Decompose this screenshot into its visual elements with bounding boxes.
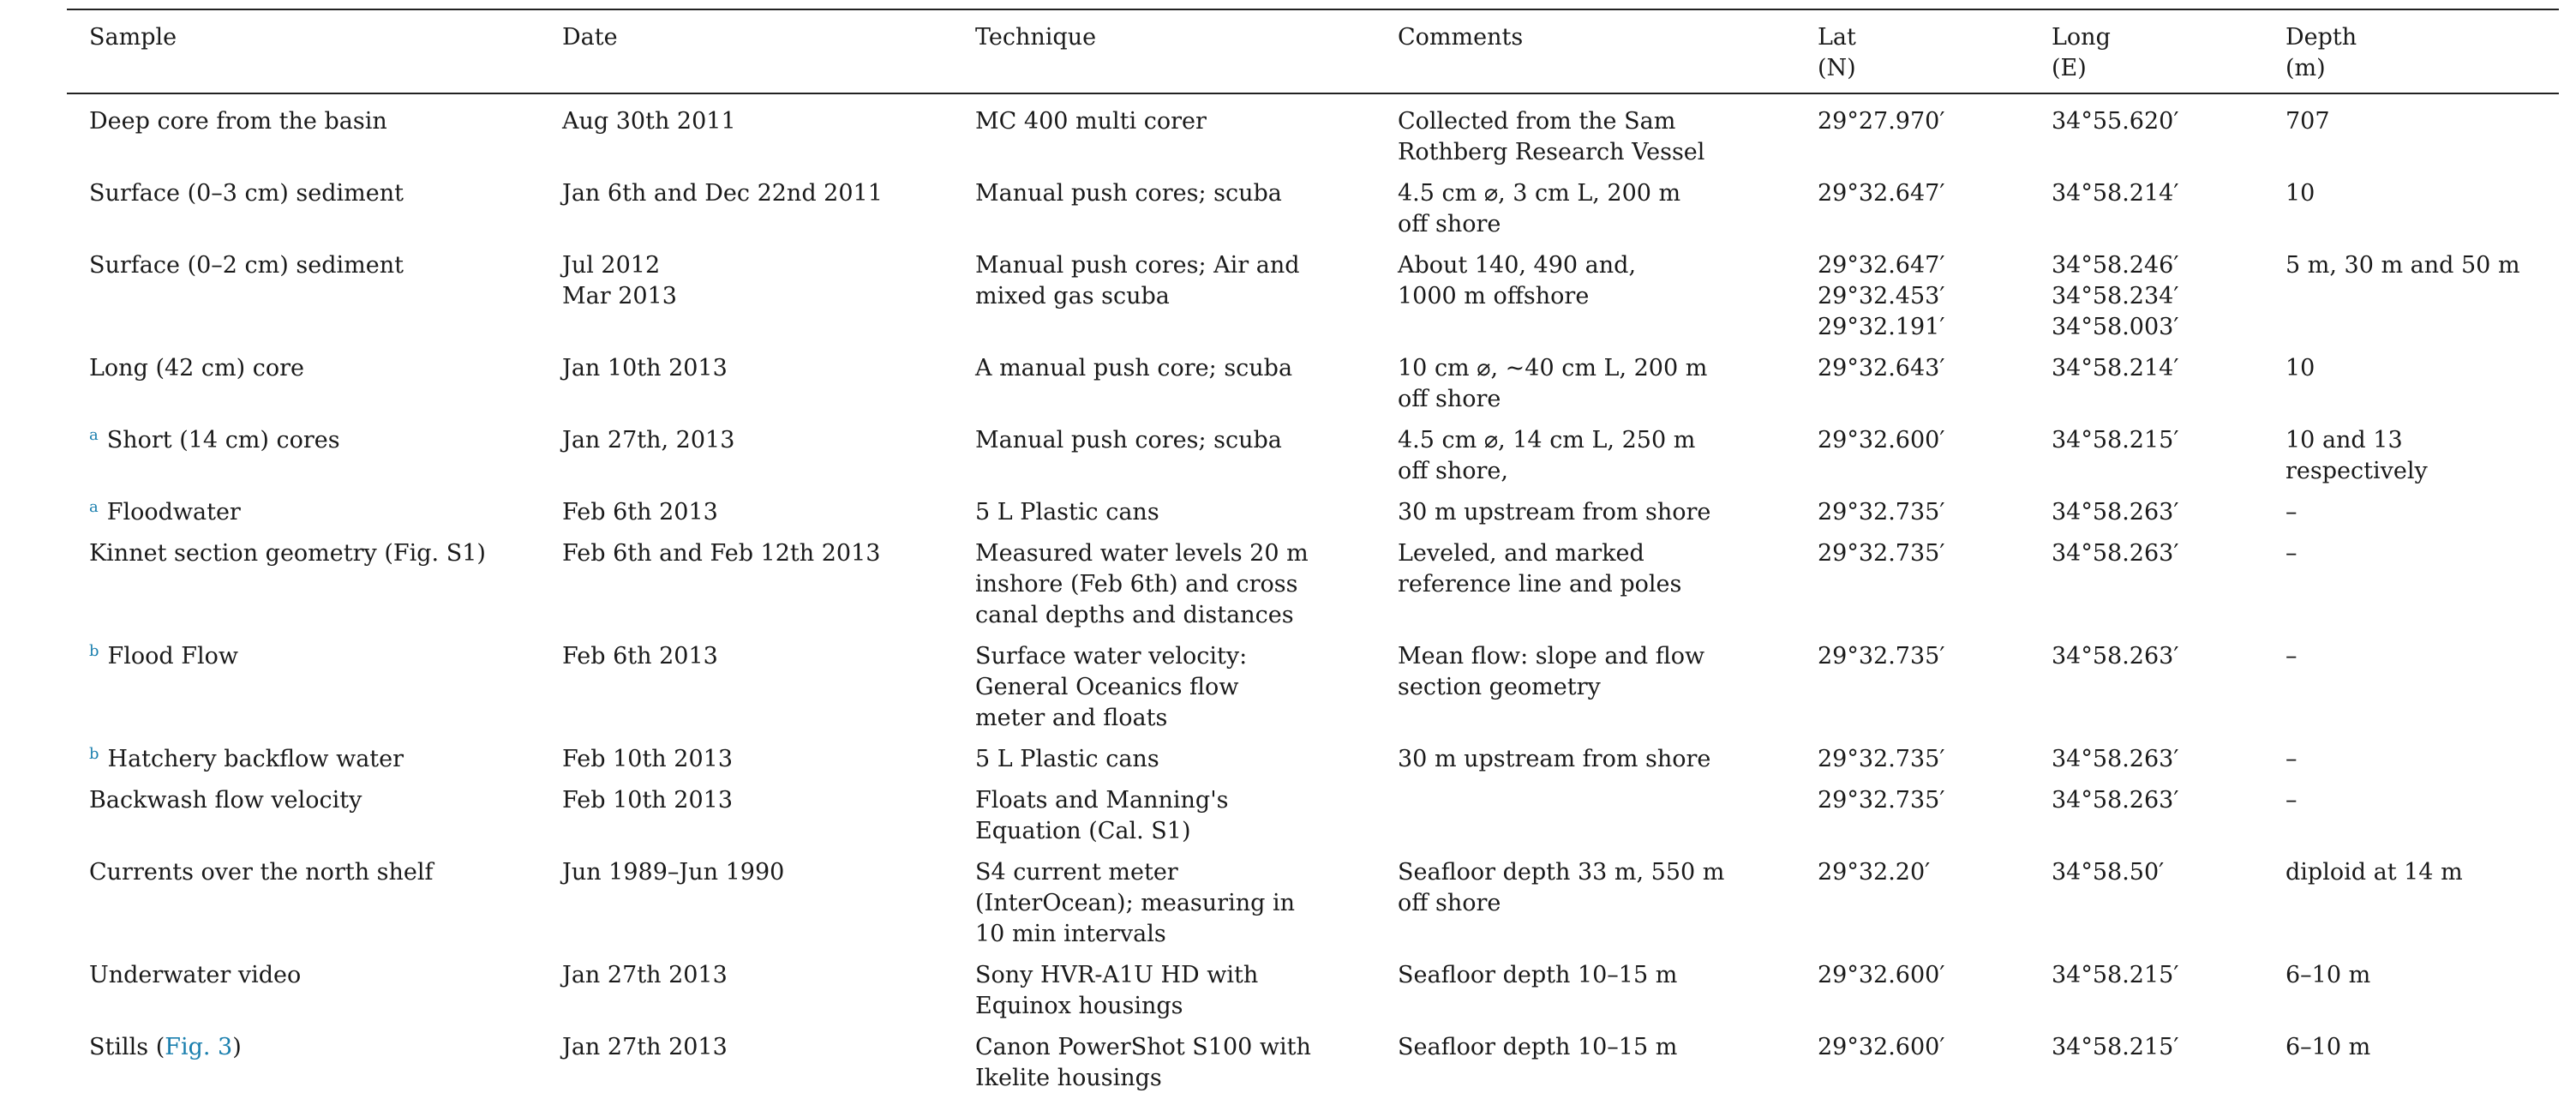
- cell-long: 34°58.263′: [2052, 787, 2179, 814]
- cell-date: Jan 27th 2013: [562, 962, 728, 988]
- cell-sample: [67, 93, 540, 173]
- cell-depth: –: [2285, 787, 2297, 814]
- sample-name: Floodwater: [106, 499, 241, 525]
- cell-lat: 29°32.643′: [1818, 355, 1945, 381]
- cell-depth: 5 m, 30 m and 50 m: [2285, 252, 2520, 279]
- cell-depth: 10: [2285, 355, 2315, 381]
- cell-date: Feb 10th 2013: [562, 746, 733, 772]
- cell-comments: 4.5 cm ⌀, 14 cm L, 250 m off shore,: [1398, 427, 1696, 484]
- cell-long: 34°58.263′: [2052, 643, 2179, 670]
- cell-date: Feb 6th and Feb 12th 2013: [562, 540, 881, 567]
- cell-long: 34°58.50′: [2052, 859, 2165, 886]
- cell-long: 34°58.246′ 34°58.234′ 34°58.003′: [2052, 252, 2179, 340]
- cell-depth: –: [2285, 746, 2297, 772]
- cell-comments: Mean flow: slope and flow section geometry: [1398, 643, 1705, 700]
- cell-technique: MC 400 multi corer: [975, 108, 1207, 135]
- column-header-depth: [2263, 9, 2559, 93]
- cell-depth: –: [2285, 499, 2297, 525]
- cell-sample: [67, 420, 540, 492]
- cell-comments: [1375, 780, 1795, 852]
- cell-long: 34°58.214′: [2052, 355, 2179, 381]
- cell-date: Feb 6th 2013: [562, 643, 718, 670]
- column-header-date: [540, 9, 953, 93]
- table-header: [67, 9, 2559, 93]
- column-header-lat: [1795, 9, 2029, 93]
- cell-depth: 10 and 13 respectively: [2285, 427, 2428, 484]
- cell-depth: –: [2285, 643, 2297, 670]
- cell-lat: 29°32.600′: [1818, 427, 1945, 453]
- cell-date: Jan 6th and Dec 22nd 2011: [562, 180, 883, 207]
- header-row: [67, 9, 2559, 93]
- cell-comments: 30 m upstream from shore: [1398, 499, 1711, 525]
- table-row: [67, 492, 2559, 533]
- cell-lat: 29°27.970′: [1818, 108, 1945, 135]
- cell-technique: Floats and Manning's Equation (Cal. S1): [975, 787, 1229, 844]
- column-header-technique: [953, 9, 1375, 93]
- cell-long: 34°58.215′: [2052, 962, 2179, 988]
- table-row: [67, 955, 2559, 1027]
- table-row: [67, 852, 2559, 955]
- cell-comments: Seafloor depth 10–15 m: [1398, 962, 1678, 988]
- column-header-label: Lat: [1818, 24, 1856, 51]
- cell-long: 34°58.215′: [2052, 1034, 2179, 1060]
- cell-comments: Collected from the Sam Rothberg Research Vessel: [1398, 108, 1705, 165]
- table-row: [67, 420, 2559, 492]
- sample-name-suffix: ): [232, 1034, 242, 1060]
- sample-name: Surface (0–2 cm) sediment: [89, 252, 404, 279]
- cell-depth: diploid at 14 m: [2285, 859, 2463, 886]
- sample-name: Short (14 cm) cores: [106, 427, 340, 453]
- cell-lat: 29°32.735′: [1818, 787, 1945, 814]
- cell-date: Aug 30th 2011: [562, 108, 736, 135]
- cell-depth: 6–10 m: [2285, 962, 2371, 988]
- footnote-marker[interactable]: a: [89, 498, 99, 516]
- cell-lat: 29°32.735′: [1818, 499, 1945, 525]
- cell-lat: 29°32.600′: [1818, 1034, 1945, 1060]
- table-row: [67, 533, 2559, 636]
- cell-sample: [67, 852, 540, 955]
- footnote-marker[interactable]: a: [89, 426, 99, 444]
- sample-name: Surface (0–3 cm) sediment: [89, 180, 404, 207]
- cell-technique: Surface water velocity: General Oceanics flow meter and floats: [975, 643, 1248, 731]
- cell-long: 34°58.214′: [2052, 180, 2179, 207]
- cell-long: 34°58.263′: [2052, 499, 2179, 525]
- cell-date: Jan 27th 2013: [562, 1034, 728, 1060]
- cell-technique: S4 current meter (InterOcean); measuring in 10 min intervals: [975, 859, 1296, 947]
- column-header-label: Long: [2052, 24, 2111, 51]
- cell-sample: [67, 780, 540, 852]
- cell-depth: 707: [2285, 108, 2330, 135]
- sample-name: Kinnet section geometry (Fig. S1): [89, 540, 486, 567]
- table-row: [67, 739, 2559, 780]
- cell-date: Feb 6th 2013: [562, 499, 718, 525]
- cell-date: Jul 2012 Mar 2013: [562, 252, 677, 309]
- cell-long: 34°58.263′: [2052, 746, 2179, 772]
- column-header-label: Comments: [1398, 24, 1524, 51]
- cell-comments: 10 cm ⌀, ~40 cm L, 200 m off shore: [1398, 355, 1708, 412]
- cell-long: 34°58.215′: [2052, 427, 2179, 453]
- table-row: [67, 173, 2559, 245]
- cell-depth: 6–10 m: [2285, 1034, 2371, 1060]
- sample-name: Flood Flow: [107, 643, 239, 670]
- cell-comments: 4.5 cm ⌀, 3 cm L, 200 m off shore: [1398, 180, 1681, 237]
- cell-lat: 29°32.735′: [1818, 643, 1945, 670]
- table-row: [67, 780, 2559, 852]
- table-row: [67, 245, 2559, 348]
- table-row: [67, 1027, 2559, 1099]
- sample-name: Backwash flow velocity: [89, 787, 362, 814]
- figure-link[interactable]: Fig. 3: [165, 1034, 233, 1060]
- column-header-unit: (m): [2285, 55, 2326, 81]
- cell-sample: [67, 636, 540, 739]
- cell-lat: 29°32.647′ 29°32.453′ 29°32.191′: [1818, 252, 1945, 340]
- cell-comments: Seafloor depth 33 m, 550 m off shore: [1398, 859, 1725, 916]
- cell-depth: –: [2285, 540, 2297, 567]
- sample-name: Currents over the north shelf: [89, 859, 434, 886]
- cell-sample: [67, 1027, 540, 1099]
- column-header-sample: [67, 9, 540, 93]
- cell-technique: 5 L Plastic cans: [975, 746, 1159, 772]
- cell-comments: 30 m upstream from shore: [1398, 746, 1711, 772]
- cell-technique: Manual push cores; Air and mixed gas scuba: [975, 252, 1300, 309]
- cell-date: Jan 10th 2013: [562, 355, 728, 381]
- footnote-marker[interactable]: b: [89, 642, 99, 660]
- cell-technique: Measured water levels 20 m inshore (Feb 6th) and cross canal depths and distances: [975, 540, 1309, 628]
- cell-date: Jun 1989–Jun 1990: [562, 859, 785, 886]
- cell-date: Feb 10th 2013: [562, 787, 733, 814]
- cell-sample: [67, 173, 540, 245]
- cell-long: 34°58.263′: [2052, 540, 2179, 567]
- cell-date: Jan 27th, 2013: [562, 427, 735, 453]
- cell-sample: [67, 955, 540, 1027]
- cell-comments: Seafloor depth 10–15 m: [1398, 1034, 1678, 1060]
- cell-lat: 29°32.647′: [1818, 180, 1945, 207]
- cell-comments: Leveled, and marked reference line and poles: [1398, 540, 1682, 598]
- cell-sample: [67, 492, 540, 533]
- sample-name: Deep core from the basin: [89, 108, 387, 135]
- table-row: [67, 93, 2559, 173]
- cell-lat: 29°32.600′: [1818, 962, 1945, 988]
- column-header-unit: (E): [2052, 55, 2087, 81]
- column-header-label: Depth: [2285, 24, 2357, 51]
- cell-technique: A manual push core; scuba: [975, 355, 1293, 381]
- footnote-marker[interactable]: b: [89, 745, 99, 763]
- cell-technique: Canon PowerShot S100 with Ikelite housings: [975, 1034, 1311, 1091]
- cell-comments: About 140, 490 and, 1000 m offshore: [1398, 252, 1637, 309]
- sample-name: Hatchery backflow water: [107, 746, 404, 772]
- sample-table: [67, 9, 2559, 1099]
- sample-name: Long (42 cm) core: [89, 355, 305, 381]
- cell-sample: [67, 245, 540, 348]
- sample-name: Underwater video: [89, 962, 302, 988]
- cell-technique: Sony HVR-A1U HD with Equinox housings: [975, 962, 1259, 1019]
- column-header-long: [2029, 9, 2263, 93]
- table-body: [67, 93, 2559, 1099]
- cell-lat: 29°32.735′: [1818, 746, 1945, 772]
- column-header-label: Sample: [89, 24, 177, 51]
- table-row: [67, 636, 2559, 739]
- cell-technique: Manual push cores; scuba: [975, 427, 1282, 453]
- cell-lat: 29°32.735′: [1818, 540, 1945, 567]
- cell-sample: [67, 739, 540, 780]
- column-header-unit: (N): [1818, 55, 1856, 81]
- column-header-label: Date: [562, 24, 618, 51]
- cell-sample: [67, 533, 540, 636]
- sample-name: Stills (: [89, 1034, 165, 1060]
- cell-technique: 5 L Plastic cans: [975, 499, 1159, 525]
- cell-long: 34°55.620′: [2052, 108, 2179, 135]
- cell-lat: 29°32.20′: [1818, 859, 1931, 886]
- cell-technique: Manual push cores; scuba: [975, 180, 1282, 207]
- cell-depth: 10: [2285, 180, 2315, 207]
- table-row: [67, 348, 2559, 420]
- column-header-comments: [1375, 9, 1795, 93]
- cell-sample: [67, 348, 540, 420]
- column-header-label: Technique: [975, 24, 1097, 51]
